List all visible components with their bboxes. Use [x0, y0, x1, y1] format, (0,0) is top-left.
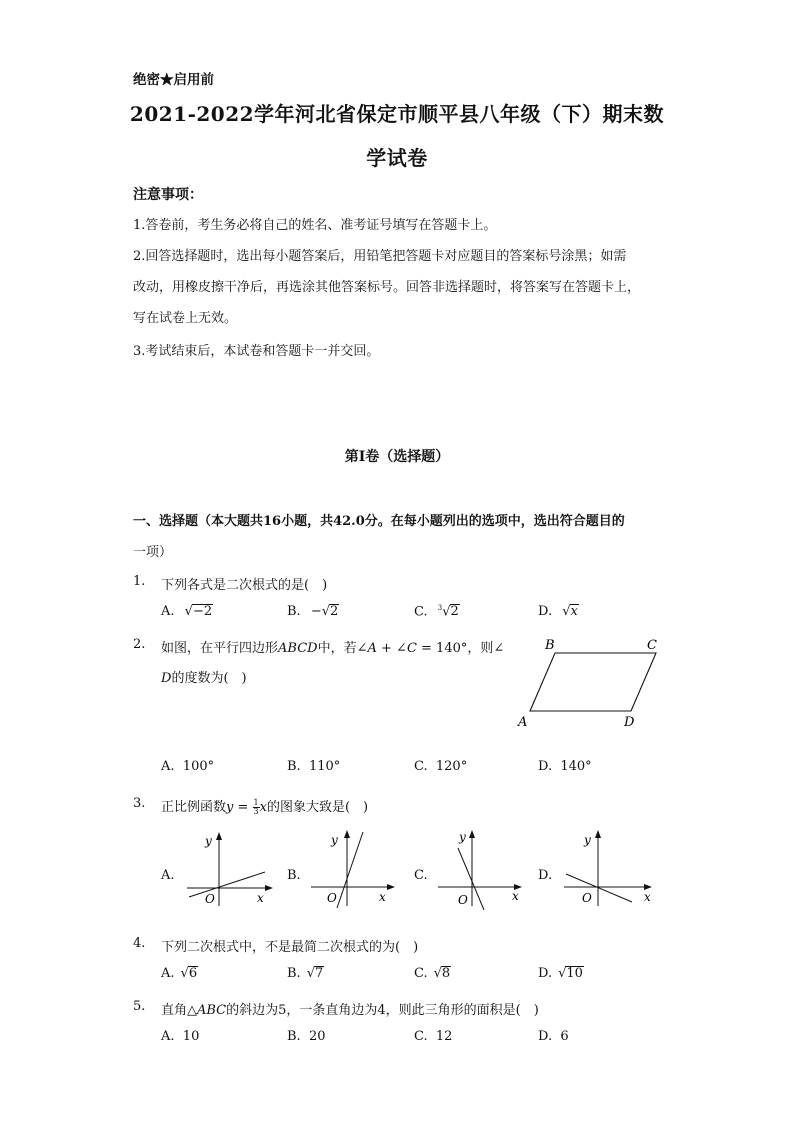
q2-option-c[interactable]: C. 120° — [414, 759, 468, 774]
q3-option-a-graph[interactable] — [185, 830, 275, 910]
part-intro-line1: 一、选择题（本大题共16小题，共42.0分。在每小题列出的选项中，选出符合题目的 — [133, 514, 625, 529]
q4-number: 4. — [133, 936, 146, 951]
q1-stem: 下列各式是二次根式的是( ) — [161, 578, 328, 593]
q2-option-b[interactable]: B. 110° — [287, 759, 341, 774]
radicand: 2 — [450, 604, 459, 620]
q1-option-b[interactable] — [287, 604, 339, 619]
q2-option-d[interactable]: D. 140° — [538, 759, 592, 774]
q2-option-a[interactable]: A. 100° — [161, 759, 215, 774]
q3-option-c-graph[interactable] — [434, 826, 524, 910]
notice-item-2-line3: 写在试卷上无效。 — [133, 311, 238, 326]
svg-text:O: O — [327, 891, 337, 905]
q5-option-d[interactable]: D. 6 — [538, 1029, 569, 1044]
q5-option-a[interactable]: A. 10 — [161, 1029, 200, 1044]
q1-option-c[interactable] — [414, 604, 460, 619]
q5-option-b[interactable]: B. 20 — [287, 1029, 326, 1044]
radicand: −2 — [192, 604, 213, 619]
q3-option-d-label[interactable]: D. — [538, 868, 553, 883]
vertex-label-b: B — [545, 638, 555, 653]
q3-option-a-label[interactable]: A. — [161, 868, 175, 883]
part-intro-line2: 一项） — [133, 545, 173, 560]
radical-sign: √ — [562, 604, 571, 619]
svg-text:O: O — [458, 893, 468, 907]
radical-sign: √ — [321, 604, 331, 619]
q2-stem-line1: 如图，在平行四边形ABCD中，若∠A + ∠C = 140°，则∠ — [161, 641, 505, 656]
svg-text:O: O — [582, 891, 592, 905]
q2-stem-line2: D的度数为( ) — [161, 671, 247, 686]
q4-option-c[interactable]: C. √8 — [414, 966, 451, 981]
section-title: 第Ⅰ卷（选择题） — [344, 449, 450, 465]
radicand: 2 — [330, 604, 339, 619]
q5-option-c[interactable]: C. 12 — [414, 1029, 453, 1044]
q3-stem: 正比例函数y = $\frac{1}{3}$ x的图象大致是( ) — [161, 798, 369, 816]
q3-option-b-graph[interactable] — [307, 826, 397, 910]
q4-option-b[interactable]: B. √7 — [287, 966, 324, 981]
minus-sign: − — [310, 604, 322, 619]
q5-number: 5. — [133, 999, 146, 1014]
svg-text:x: x — [257, 891, 264, 905]
svg-text:y: y — [584, 833, 591, 847]
svg-text:x: x — [644, 890, 651, 904]
option-label: A. — [161, 604, 175, 619]
svg-text:y: y — [331, 833, 338, 847]
q4-option-a[interactable]: A. √6 — [161, 966, 198, 981]
svg-text:y: y — [459, 830, 466, 844]
option-label: C. — [414, 604, 428, 620]
notice-heading: 注意事项： — [133, 187, 203, 203]
q3-option-b-label[interactable]: B. — [287, 868, 301, 883]
q3-option-d-graph[interactable] — [560, 826, 660, 910]
q3-number: 3. — [133, 796, 146, 811]
svg-text:x: x — [512, 889, 519, 903]
notice-item-3: 3.考试结束后，本试卷和答题卡一并交回。 — [133, 344, 380, 359]
radicand: x — [570, 604, 578, 619]
q2-parallelogram-figure — [510, 630, 670, 730]
svg-text:x: x — [379, 890, 386, 904]
svg-text:O: O — [205, 892, 215, 906]
svg-text:y: y — [205, 834, 212, 848]
option-label: B. — [287, 604, 301, 619]
secret-mark: 绝密★启用前 — [133, 72, 214, 88]
vertex-label-d: D — [624, 715, 635, 730]
vertex-label-a: A — [518, 715, 528, 730]
parallelogram-shape — [530, 653, 656, 711]
q4-option-d[interactable]: D. √10 — [538, 966, 583, 981]
q1-number: 1. — [133, 574, 146, 589]
notice-item-2-line2: 改动，用橡皮擦干净后，再选涂其他答案标号。回答非选择题时，将答案写在答题卡上， — [133, 280, 641, 295]
q1-option-a[interactable] — [161, 604, 213, 619]
q4-stem: 下列二次根式中，不是最简二次根式的为( ) — [161, 940, 419, 955]
exam-title-line2: 学试卷 — [366, 146, 428, 170]
radical-sign: √ — [442, 604, 451, 620]
radical-sign: √ — [184, 604, 193, 619]
q3-option-c-label[interactable]: C. — [414, 868, 428, 883]
notice-item-1: 1.答卷前，考生务必将自己的姓名、准考证号填写在答题卡上。 — [133, 218, 497, 233]
option-label: D. — [538, 604, 553, 619]
q1-option-d[interactable] — [538, 604, 579, 619]
exam-title-line1: 2021-2022学年河北省保定市顺平县八年级（下）期末数 — [129, 102, 665, 126]
notice-item-2-line1: 2.回答选择题时，选出每小题答案后，用铅笔把答题卡对应题目的答案标号涂黑；如需 — [133, 249, 627, 264]
vertex-label-c: C — [647, 638, 657, 653]
root-index: 3 — [437, 604, 443, 612]
q5-stem: 直角△ABC的斜边为5，一条直角边为4，则此三角形的面积是( ) — [161, 1003, 539, 1018]
q2-number: 2. — [133, 637, 146, 652]
